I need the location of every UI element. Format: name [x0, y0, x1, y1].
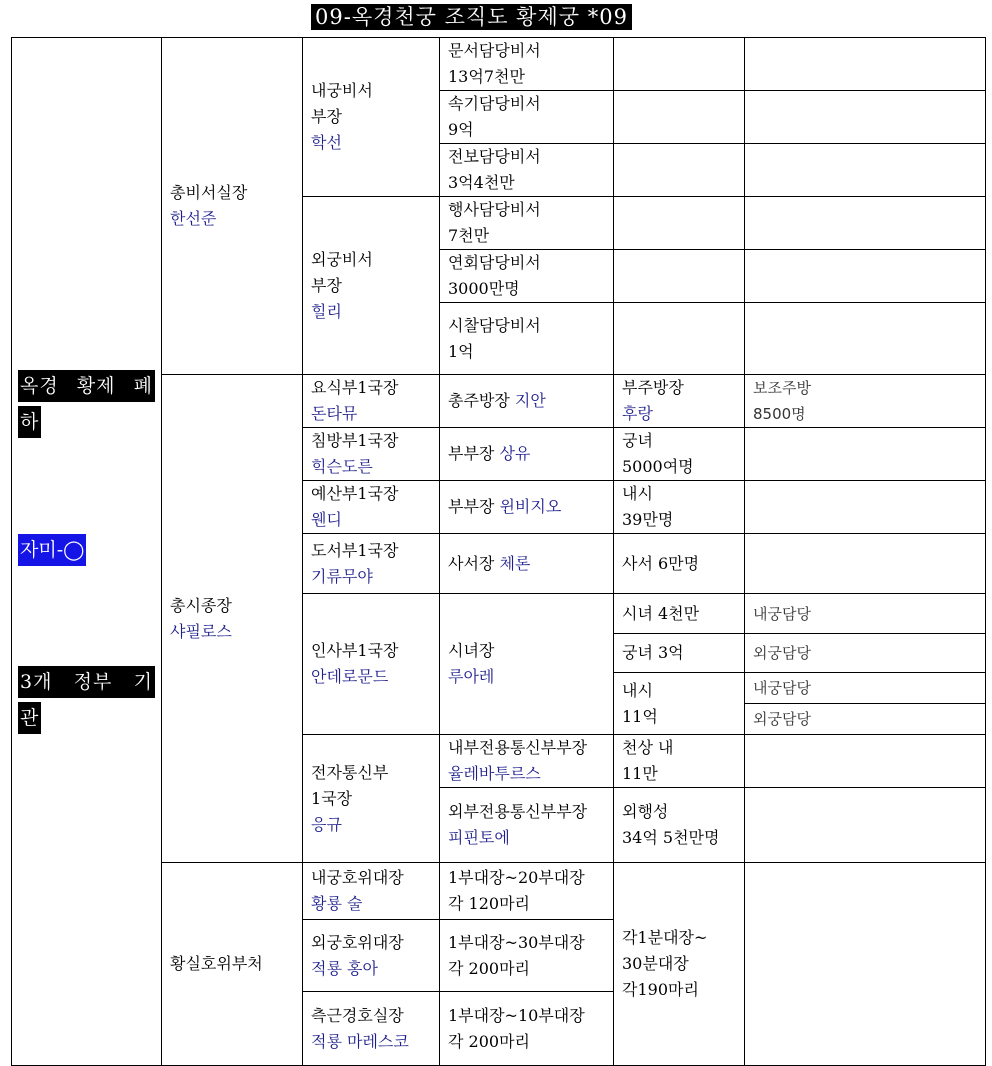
- chief-attendant-name: 샤필로스: [170, 621, 232, 641]
- unit-title: 속기담당비서: [448, 94, 541, 113]
- count-title: 외행성: [622, 802, 669, 821]
- count-cell: [614, 594, 745, 634]
- sub-name: 후랑: [622, 404, 653, 423]
- bureau-name: 기류무야: [311, 566, 373, 586]
- count-value: 11만: [622, 764, 658, 783]
- guard-unit-name: 적룡 홍아: [311, 958, 378, 978]
- outer-secretary-title: 외궁비서: [311, 249, 373, 269]
- head-name: 상유: [499, 444, 531, 463]
- page-title: 09-옥경천궁 조직도 황제궁 *09: [311, 4, 632, 30]
- dept-label: 외궁담당: [753, 644, 811, 662]
- guard-unit-cell: [303, 992, 440, 1066]
- dept-cell: [745, 673, 986, 704]
- unit-cell: [440, 197, 614, 250]
- gov-agencies-label-cont: 관: [18, 702, 41, 734]
- guard-squad-range: 1부대장~30부대장: [448, 932, 585, 952]
- unit-count: 7천만: [448, 226, 490, 245]
- count-value: 34억 5천만명: [622, 828, 720, 847]
- outer-secretary-rank: 부장: [311, 275, 342, 295]
- count-cell: [614, 428, 745, 481]
- head-title: 외부전용통신부부장: [448, 802, 588, 821]
- extra-cell: [745, 375, 986, 428]
- unit-count: 1억: [448, 341, 474, 361]
- unit-title: 행사담당비서: [448, 200, 541, 219]
- head-title: 내부전용통신부부장: [448, 738, 588, 757]
- extra-count: 8500명: [753, 405, 806, 423]
- outer-secretary-cell: [303, 197, 440, 375]
- bureau-rank: 1국장: [311, 788, 353, 808]
- count-value: 시녀 4천만: [622, 603, 700, 623]
- bureau-title: 침방부1국장: [311, 431, 399, 450]
- chief-secretary-cell: [162, 38, 303, 375]
- unit-cell: [440, 144, 614, 197]
- extra-title: 보조주방: [753, 379, 811, 397]
- bureau-cell: [303, 534, 440, 594]
- count-value: 5000여명: [622, 457, 694, 476]
- bureau-name: 안데로문드: [311, 667, 389, 686]
- sub-title: 부주방장: [622, 378, 684, 397]
- count-value: 사서 6만명: [622, 553, 700, 573]
- dept-label: 외궁담당: [753, 710, 811, 728]
- org-chart-table: [11, 37, 986, 1066]
- guard-subunits-range: 각1분대장~: [622, 928, 708, 947]
- bureau-name: 웬디: [311, 510, 342, 529]
- inner-secretary-title: 내궁비서: [311, 81, 373, 100]
- head-name: 피핀토에: [448, 828, 510, 847]
- head-title: 총주방장: [448, 391, 515, 410]
- chief-secretary-title: 총비서실장: [170, 183, 248, 202]
- dept-label: 내궁담당: [753, 679, 811, 697]
- head-cell: [440, 534, 614, 594]
- guard-subunits-range-end: 30분대장: [622, 954, 689, 973]
- bureau-cell: [303, 375, 440, 428]
- bureau-cell: [303, 481, 440, 534]
- head-name: 체론: [499, 553, 531, 573]
- guard-squad-cell: [440, 863, 614, 920]
- unit-cell: [440, 303, 614, 375]
- count-cell: [614, 673, 745, 735]
- bureau-title: 인사부1국장: [311, 641, 399, 660]
- guard-unit-name: 적룡 마레스코: [311, 1031, 409, 1051]
- chief-secretary-name: 한선준: [170, 209, 217, 228]
- inner-secretary-cell: [303, 38, 440, 197]
- count-title: 천상 내: [622, 738, 674, 757]
- count-cell: [614, 735, 745, 788]
- emperor-title: 옥경 황제 폐: [18, 370, 155, 402]
- head-name: 루아레: [448, 667, 495, 686]
- count-title: 내시: [622, 680, 653, 700]
- count-cell: [614, 481, 745, 534]
- unit-count: 3000만명: [448, 279, 520, 298]
- bureau-title: 전자통신부: [311, 762, 389, 782]
- head-cell: [440, 594, 614, 735]
- head-title: 시녀장: [448, 641, 495, 660]
- guard-squad-range: 1부대장~10부대장: [448, 1005, 585, 1025]
- bureau-name: 돈타뮤: [311, 404, 358, 423]
- head-cell: [440, 735, 614, 788]
- guard-subunits-count: 각190마리: [622, 980, 699, 999]
- inner-secretary-name: 학선: [311, 133, 342, 152]
- bureau-cell: [303, 594, 440, 735]
- dept-cell: [745, 704, 986, 735]
- count-value: 39만명: [622, 510, 674, 529]
- count-value: 궁녀 3억: [622, 643, 684, 662]
- sub-cell: [614, 375, 745, 428]
- outer-secretary-name: 힐리: [311, 301, 342, 321]
- bureau-name: 힉슨도른: [311, 457, 373, 476]
- emperor-title-cont: 하: [18, 406, 41, 438]
- head-title: 부부장: [448, 497, 500, 516]
- head-cell: [440, 481, 614, 534]
- bureau-title: 도서부1국장: [311, 540, 399, 560]
- head-title: 사서장: [448, 553, 500, 573]
- head-cell: [440, 788, 614, 863]
- dept-cell: [745, 634, 986, 673]
- count-title: 내시: [622, 484, 653, 503]
- head-cell: [440, 375, 614, 428]
- guard-squad-count: 각 200마리: [448, 958, 530, 978]
- unit-title: 전보담당비서: [448, 147, 541, 166]
- emperor-cell: [12, 38, 162, 1066]
- dept-cell: [745, 594, 986, 634]
- head-title: 부부장: [448, 444, 500, 463]
- unit-cell: [440, 38, 614, 91]
- bureau-title: 예산부1국장: [311, 484, 399, 503]
- head-name: 율레바투르스: [448, 764, 541, 783]
- unit-cell: [440, 91, 614, 144]
- chief-attendant-cell: [162, 375, 303, 863]
- count-cell: [614, 534, 745, 594]
- gov-agencies-label: 3개 정부 기: [18, 666, 155, 698]
- bureau-title: 요식부1국장: [311, 378, 399, 397]
- guard-unit-cell: [303, 920, 440, 992]
- guard-unit-cell: [303, 863, 440, 920]
- guard-cell: [162, 863, 303, 1066]
- chief-attendant-title: 총시종장: [170, 595, 232, 615]
- guard-squad-cell: [440, 992, 614, 1066]
- unit-title: 문서담당비서: [448, 41, 541, 60]
- guard-squad-count: 각 200마리: [448, 1031, 530, 1051]
- inner-secretary-rank: 부장: [311, 107, 342, 126]
- bureau-cell: [303, 735, 440, 863]
- count-title: 궁녀: [622, 431, 653, 450]
- head-name: 윈비지오: [499, 497, 562, 516]
- guard-squad-range: 1부대장~20부대장: [448, 868, 585, 887]
- head-cell: [440, 428, 614, 481]
- count-value: 11억: [622, 706, 658, 726]
- guard-unit-title: 내궁호위대장: [311, 868, 404, 887]
- unit-count: 9억: [448, 120, 474, 139]
- count-cell: [614, 788, 745, 863]
- guard-subunits-cell: [614, 863, 745, 1066]
- guard-unit-title: 측근경호실장: [311, 1005, 404, 1025]
- consort-label: 자미-◯: [18, 534, 86, 566]
- unit-count: 13억7천만: [448, 67, 525, 86]
- unit-count: 3억4천만: [448, 173, 515, 192]
- guard-title: 황실호위부처: [170, 954, 263, 973]
- count-cell: [614, 634, 745, 673]
- dept-label: 내궁담당: [753, 604, 811, 623]
- guard-unit-name: 황룡 술: [311, 894, 363, 913]
- guard-unit-title: 외궁호위대장: [311, 932, 404, 952]
- guard-squad-cell: [440, 920, 614, 992]
- guard-squad-count: 각 120마리: [448, 894, 530, 913]
- unit-title: 연회담당비서: [448, 253, 541, 272]
- unit-cell: [440, 250, 614, 303]
- bureau-name: 응규: [311, 814, 342, 834]
- unit-title: 시찰담당비서: [448, 315, 541, 335]
- bureau-cell: [303, 428, 440, 481]
- head-name: 지안: [514, 391, 546, 410]
